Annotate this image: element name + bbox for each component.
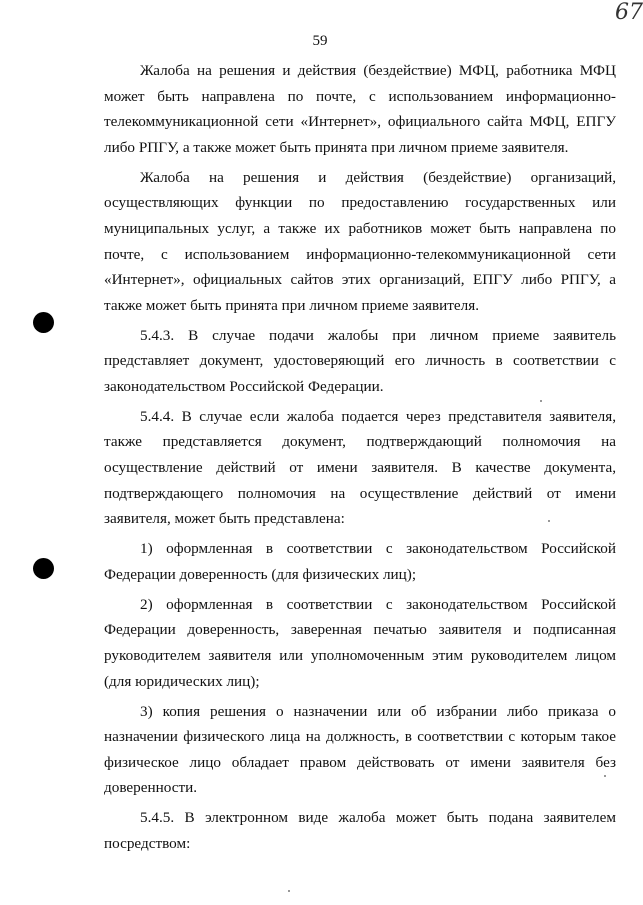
handwritten-page-mark: 67 [615,0,643,25]
list-item-3: 3) копия решения о назначении или об избрании либо приказа о назначении физического лица на должность, в соответствии с которым такое физическое лицо обладает правом действовать от имени заявителя без доверенности. [104,702,616,797]
punch-hole-upper [33,312,54,333]
list-item-2: 2) оформленная в соответствии с законодательством Российской Федерации доверенность, заверенная печатью заявителя и подписанная руководителем заявителя или уполномоченным этим руководителем лицом (для юридических лиц); [104,595,616,690]
document-body [104,58,616,857]
page-number: 59 [312,33,328,49]
scan-speck [288,890,290,892]
punch-hole-lower [33,558,54,579]
paragraph-5-4-3: 5.4.3. В случае подачи жалобы при личном приеме заявитель представляет документ, удостоверяющий его личность в соответствии с законодательством Российской Федерации. [104,326,616,395]
paragraph-5-4-4: 5.4.4. В случае если жалоба подается через представителя заявителя, также представляется документ, подтверждающий полномочия на осуществление действий от имени заявителя. В качестве документа, подтверждающего полномочия на осуществление действий от имени заявителя, может быть представлена: [104,407,616,528]
scan-speck [604,775,606,777]
scan-speck [548,520,550,522]
paragraph-5-4-5: 5.4.5. В электронном виде жалоба может быть подана заявителем посредством: [104,809,616,852]
paragraph-organizations-complaint: Жалоба на решения и действия (бездействие) организаций, осуществляющих функции по предоставлению государственных или муниципальных услуг, а также их работников может быть направлена по почте, с использованием информационно-телекоммуникационной сети «Интернет», официальных сайтов этих организаций, ЕПГУ либо РПГУ, а также может быть принята при личном приеме заявителя. [104,168,616,314]
scan-speck [540,400,542,402]
list-item-1: 1) оформленная в соответствии с законодательством Российской Федерации доверенность (для физических лиц); [104,540,616,583]
paragraph-mfc-complaint: Жалоба на решения и действия (бездействие) МФЦ, работника МФЦ может быть направлена по почте, с использованием информационно-телекоммуникационной сети «Интернет», официального сайта МФЦ, ЕПГУ либо РПГУ, а также может быть принята при личном приеме заявителя. [104,62,616,156]
